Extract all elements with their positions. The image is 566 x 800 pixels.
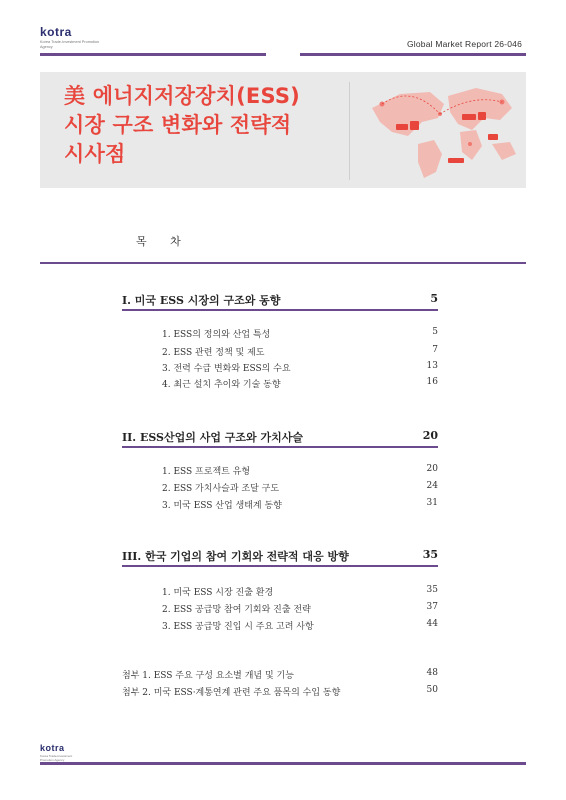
toc-item[interactable] (162, 619, 438, 632)
toc-item[interactable] (162, 498, 438, 511)
toc-item-page: 35 (426, 585, 438, 595)
report-title (64, 82, 300, 169)
toc-appendix-item[interactable] (122, 668, 438, 681)
report-id: Global Market Report 26-046 (406, 39, 522, 49)
toc-item-page: 13 (426, 361, 438, 371)
world-map-illustration (352, 74, 524, 186)
toc-section-label: III. 한국 기업의 참여 기회와 전략적 대응 방향 (122, 550, 349, 563)
toc-item[interactable] (162, 327, 438, 340)
toc-item-page: 7 (432, 345, 438, 355)
toc-item-label: 4. 최근 설치 추이와 기술 동향 (162, 380, 281, 390)
toc-item[interactable] (162, 481, 438, 494)
toc-item-page: 37 (426, 602, 438, 612)
toc-item-label: 3. ESS 공급망 진입 시 주요 고려 사항 (162, 622, 314, 632)
footer-logo-subtitle: Korea Trade-Investment Promotion Agency (40, 754, 73, 762)
toc-item-page: 16 (426, 377, 438, 387)
toc-section-1[interactable] (122, 292, 438, 308)
toc-item-page: 44 (426, 619, 438, 629)
toc-item[interactable] (162, 377, 438, 390)
toc-item-label: 1. ESS의 정의와 산업 특성 (162, 330, 271, 340)
section-underline (122, 309, 438, 311)
toc-appendix-page: 50 (426, 685, 438, 695)
toc-section-page: 35 (422, 548, 438, 561)
section-underline (122, 565, 438, 567)
logo-subtitle: Korea Trade-Investment Promotion Agency (40, 40, 100, 49)
toc-item-label: 2. ESS 관련 정책 및 제도 (162, 348, 265, 358)
toc-section-label: II. ESS산업의 사업 구조와 가치사슬 (122, 431, 303, 444)
toc-item[interactable] (162, 602, 438, 615)
kotra-logo (40, 26, 100, 49)
logo-wordmark: kotra (40, 25, 72, 39)
toc-item[interactable] (162, 464, 438, 477)
toc-section-page: 20 (422, 429, 438, 442)
report-title-line-2: 시장 구조 변화와 전략적 (64, 113, 292, 137)
toc-item-label: 3. 미국 ESS 산업 생태계 동향 (162, 501, 282, 511)
toc-item-label: 2. ESS 가치사슬과 조달 구도 (162, 484, 280, 494)
toc-appendix-label: 첨부 2. 미국 ESS·계통연계 관련 주요 품목의 수입 동향 (122, 688, 341, 698)
section-underline (122, 446, 438, 448)
toc-rule (40, 262, 526, 264)
footer-logo-wordmark: kotra (40, 743, 65, 753)
report-title-line-1: 美 에너지저장장치(ESS) (64, 84, 300, 108)
header-rule-left (40, 53, 266, 56)
toc-item-page: 20 (426, 464, 438, 474)
cover-banner (40, 72, 526, 188)
toc-item-label: 1. ESS 프로젝트 유형 (162, 467, 251, 477)
toc-appendix-item[interactable] (122, 685, 438, 698)
toc-section-page: 5 (430, 292, 438, 305)
toc-section-label: I. 미국 ESS 시장의 구조와 동향 (122, 294, 281, 307)
toc-section-2[interactable] (122, 429, 438, 445)
toc-item-label: 1. 미국 ESS 시장 진출 환경 (162, 588, 274, 598)
report-title-line-3: 시사점 (64, 142, 126, 166)
footer-rule (40, 762, 526, 765)
toc-item-page: 5 (432, 327, 438, 337)
toc-appendix-label: 첨부 1. ESS 주요 구성 요소별 개념 및 기능 (122, 671, 294, 681)
toc-item[interactable] (162, 361, 438, 374)
toc-section-3[interactable] (122, 548, 438, 564)
toc-item[interactable] (162, 585, 438, 598)
footer-logo (40, 744, 84, 762)
toc-item-page: 24 (426, 481, 438, 491)
toc-item-page: 31 (426, 498, 438, 508)
banner-divider (349, 82, 350, 180)
toc-item-label: 3. 전력 수급 변화와 ESS의 수요 (162, 364, 291, 374)
toc-heading: 목 차 (136, 235, 191, 248)
toc-item-label: 2. ESS 공급망 참여 기회와 진출 전략 (162, 605, 311, 615)
toc-item[interactable] (162, 345, 438, 358)
toc-appendix-page: 48 (426, 668, 438, 678)
header-rule-right (300, 53, 526, 56)
